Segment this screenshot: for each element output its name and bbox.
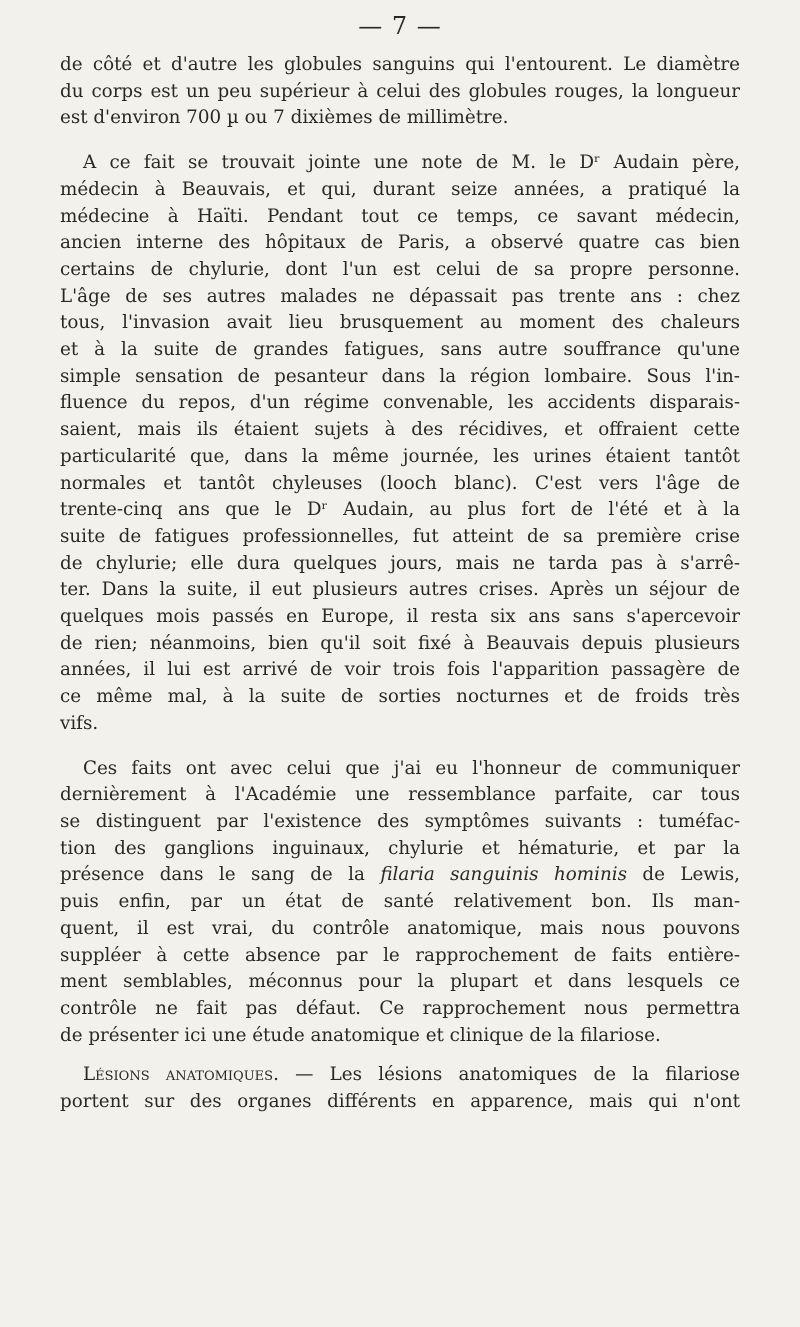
species-name: filaria sanguinis hominis [380,864,627,886]
text-line: dernièrement à l'Académie une ressemblance parfaite, car tous [60,784,740,806]
text-line: médecine à Haïti. Pendant tout ce temps, ce savant médecin, [60,205,740,227]
text-line: de rien; néanmoins, bien qu'il soit fixé à Beauvais depuis plusieurs [60,632,740,654]
text-line: normales et tantôt chyleuses (looch blanc). C'est vers l'âge de [60,472,740,494]
text-line: L'âge de ses autres malades ne dépassait pas trente ans : chez [60,285,740,307]
text-line: de présenter ici une étude anatomique et clinique de la filariose. [60,1024,661,1046]
text-line: Ces faits ont avec celui que j'ai eu l'honneur de communiquer [83,757,740,779]
text-line: années, il lui est arrivé de voir trois fois l'apparition passagère de [60,659,740,681]
text-line: quent, il est vrai, du contrôle anatomique, mais nous pouvons [60,917,740,939]
paragraph [60,1062,740,1115]
text-line: quelques mois passés en Europe, il resta six ans sans s'apercevoir [60,606,740,628]
text-line: particularité que, dans la même journée, les urines étaient tantôt [60,445,740,467]
text-line-with-italic [60,862,740,889]
text-line: du corps est un peu supérieur à celui des globules rouges, la longueur [60,80,740,102]
paragraph [60,150,740,737]
text-run: — Les lésions anatomiques de la filariose [278,1064,740,1086]
text-run: de Lewis, [626,864,740,886]
text-line: de côté et d'autre les globules sanguins qui l'entourent. Le diamètre [60,54,740,75]
text-line: tion des ganglions inguinaux, chylurie et hématurie, et par la [60,837,740,859]
text-line: fluence du repos, d'un régime convenable, les accidents disparais- [60,392,740,414]
text-line: portent sur des organes différents en apparence, mais qui n'ont [60,1091,740,1113]
text-line: se distinguent par l'existence des symptômes suivants : tuméfac- [60,810,740,832]
text-line: ancien interne des hôpitaux de Paris, a observé quatre cas bien [60,232,740,254]
text-line: A ce fait se trouvait jointe une note de M. le Dʳ Audain père, [83,152,740,174]
text-line: ment semblables, méconnus pour la plupart et dans lesquels ce [60,971,740,993]
text-line: suite de fatigues professionnelles, fut atteint de sa première crise [60,525,740,547]
section-heading: Lésions anatomiques. [83,1064,279,1086]
text-line: médecin à Beauvais, et qui, durant seize années, a pratiqué la [60,178,740,200]
body-text [60,52,740,1116]
text-line: trente-cinq ans que le Dʳ Audain, au plus fort de l'été et à la [60,499,740,521]
paragraph [60,52,740,132]
text-line: simple sensation de pesanteur dans la région lombaire. Sous l'in- [60,365,740,387]
text-line: puis enfin, par un état de santé relativement bon. Ils man- [60,891,740,913]
text-line: de chylurie; elle dura quelques jours, mais ne tarda pas à s'arrê- [60,552,740,574]
text-line: ter. Dans la suite, il eut plusieurs autres crises. Après un séjour de [60,579,740,601]
text-line: est d'environ 700 µ ou 7 dixièmes de millimètre. [60,107,509,129]
text-line: saient, mais ils étaient sujets à des récidives, et offraient cette [60,419,740,441]
page-number: — 7 — [358,12,442,40]
text-line: vifs. [60,712,99,734]
text-line-with-heading [60,1062,740,1089]
text-line: certains de chylurie, dont l'un est celui de sa propre personne. [60,258,740,280]
text-run: présence dans le sang de la [60,864,381,886]
text-line: et à la suite de grandes fatigues, sans autre souffrance qu'une [60,339,740,361]
paragraph [60,756,740,1050]
text-line: tous, l'invasion avait lieu brusquement au moment des chaleurs [60,312,740,334]
text-line: suppléer à cette absence par le rapprochement de faits entière- [60,944,740,966]
text-line: ce même mal, à la suite de sorties nocturnes et de froids très [60,686,740,708]
text-line: contrôle ne fait pas défaut. Ce rapprochement nous permettra [60,997,740,1019]
